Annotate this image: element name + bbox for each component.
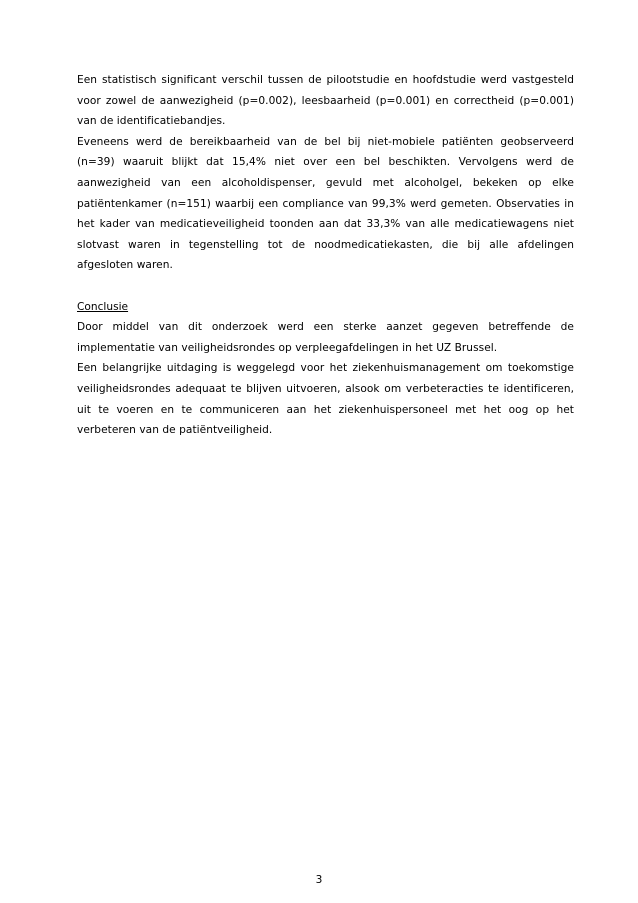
section-heading-conclusion: Conclusie: [77, 300, 129, 313]
paragraph-spacer: [77, 276, 574, 297]
paragraph-conclusion-intro: Door middel van dit onderzoek werd een sterke aanzet gegeven betreffende de implementatie van veiligheidsrondes op verpleegafdelingen in het UZ Brussel.: [77, 321, 574, 354]
paragraph-observations: Eveneens werd de bereikbaarheid van de bel bij niet-mobiele patiënten geobserveerd (n=39) waaruit blijkt dat 15,4% niet over een bel beschikten. Vervolgens werd de aanwezigheid van een alcoholdispenser, gevuld met alcoholgel, bekeken op elke patiëntenkamer (n=151) waarbij een compliance van 99,3% werd gemeten. Observaties in het kader van medicatieveiligheid toonden aan dat 33,3% van alle medicatiewagens niet slotvast waren in tegenstelling tot de noodmedicatiekasten, die bij alle afdelingen afgesloten waren.: [77, 135, 574, 272]
page-content: [77, 70, 574, 441]
paragraph-significance: Een statistisch significant verschil tussen de pilootstudie en hoofdstudie werd vastgesteld voor zowel de aanwezigheid (p=0.002), leesbaarheid (p=0.001) en correctheid (p=0.001) van de identificatiebandjes.: [77, 74, 574, 128]
page-number: 3: [315, 874, 323, 886]
paragraph-conclusion-challenge: Een belangrijke uitdaging is weggelegd voor het ziekenhuismanagement om toekomstige veiligheidsrondes adequaat te blijven uitvoeren, alsook om verbeteracties te identificeren, uit te voeren en te communiceren aan het ziekenhuispersoneel met het oog op het verbeteren van de patiëntveiligheid.: [77, 362, 574, 437]
